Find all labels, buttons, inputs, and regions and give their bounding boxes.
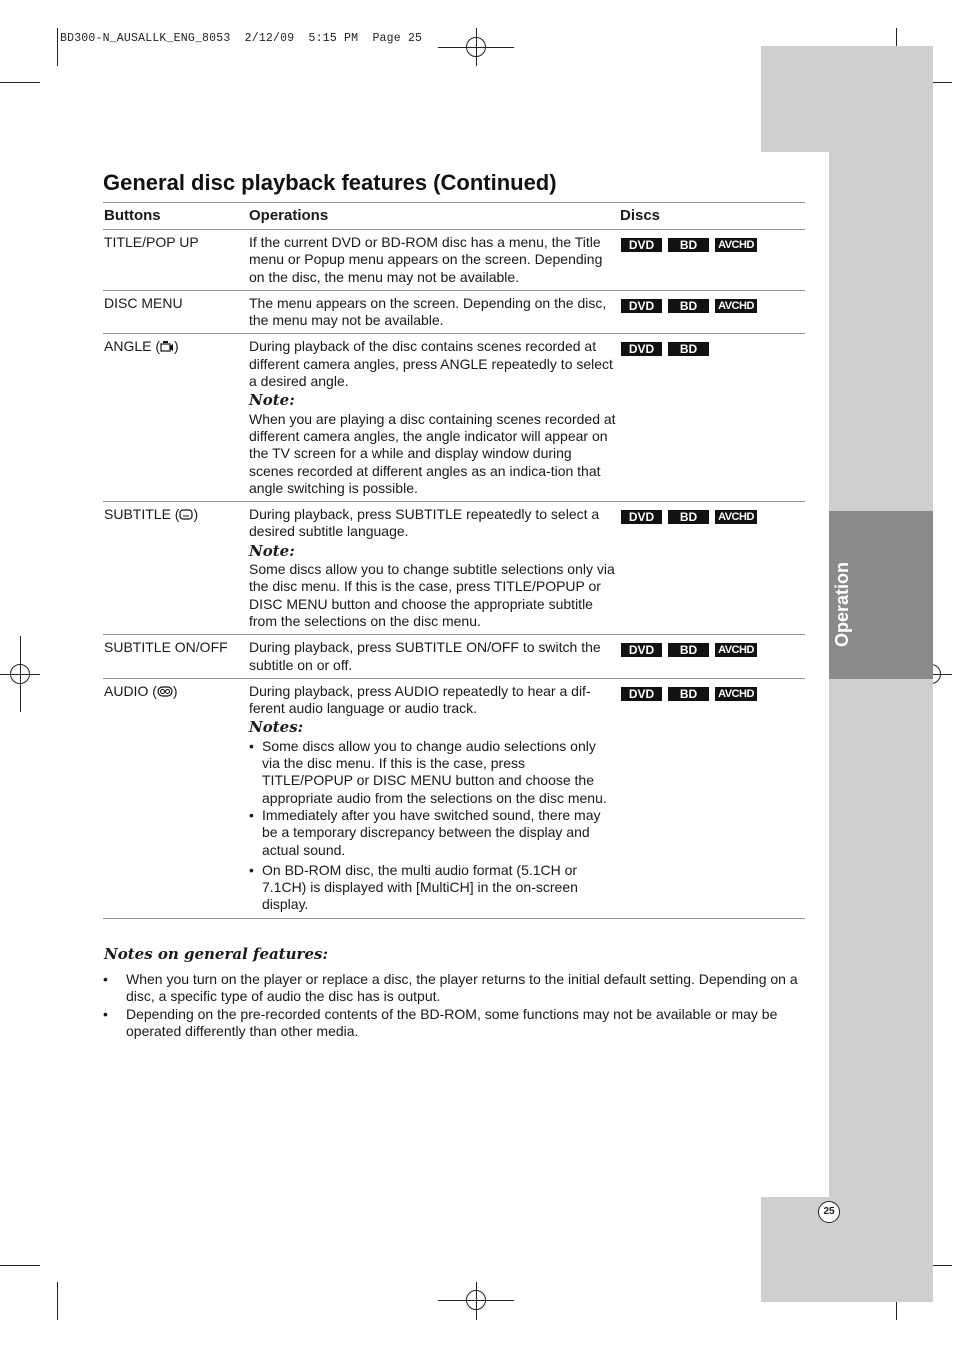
table-row [103,679,805,919]
disc-badges [621,510,763,528]
avchd-badge: AVCHD [715,510,757,524]
col-header-buttons: Buttons [104,207,161,224]
button-label-close: ) [174,338,179,355]
operation-text: During playback, press SUBTITLE ON/OFF to switch the subtitle on or off. [249,639,601,673]
bd-badge: BD [668,299,709,313]
col-header-operations: Operations [249,207,329,224]
bd-badge: BD [668,510,709,524]
operation-text: If the current DVD or BD-ROM disc has a menu, the Title menu or Popup menu appears on the screen. Depending on the disc, the menu may not be available. [249,234,603,285]
avchd-badge: AVCHD [715,238,757,252]
dvd-badge: DVD [621,342,662,356]
button-name [104,338,179,356]
dvd-badge: DVD [621,299,662,313]
table-row [103,334,805,502]
note-heading: Note: [249,391,295,410]
features-table [103,202,805,919]
button-name [104,506,198,524]
operation-text: During playback, press AUDIO repeatedly to hear a dif-ferent audio language or audio track. [249,682,591,717]
operation-text: During playback, press SUBTITLE repeatedly to select a desired subtitle language. [249,506,600,540]
dvd-badge: DVD [621,238,662,252]
note-heading: Note: [249,541,295,560]
disc-badges [621,687,763,705]
button-label-close: ) [172,682,178,699]
subtitle-icon [179,508,193,524]
operation-text: The menu appears on the screen. Depending on the disc, the menu may not be available. [249,294,607,329]
button-name: SUBTITLE ON/OFF [104,639,228,656]
list-item: • On BD-ROM disc, the multi audio format (5.1CH or 7.1CH) is displayed with [MultiCH] in the on-screen display. [249,862,617,914]
col-header-discs: Discs [620,207,661,224]
audio-icon [157,685,173,701]
list-item: • Immediately after you have switched sound, there may be a temporary discrepancy between the display and actual sound. [249,807,617,859]
bd-badge: BD [668,342,709,356]
table-row [103,635,805,679]
table-row [103,230,805,291]
side-tab-top [761,46,933,152]
table-row [103,502,805,635]
avchd-badge: AVCHD [715,643,757,657]
print-header: BD300-N_AUSALLK_ENG_8053 2/12/09 5:15 PM Page 25 [60,32,423,45]
page-number: 25 [818,1201,840,1223]
dvd-badge: DVD [621,510,662,524]
disc-badges [621,299,763,317]
button-label: AUDIO ( [104,682,157,699]
dvd-badge: DVD [621,643,662,657]
page-title: General disc playback features (Continued) [103,170,557,195]
notes-list [249,738,617,914]
button-label: SUBTITLE ( [104,506,180,523]
button-label: ANGLE ( [104,338,161,355]
list-item: • Some discs allow you to change audio selections only via the disc menu. If this is the case, press TITLE/POPUP or DISC MENU button and choose the appropriate audio from the selections on the disc menu. [249,738,617,807]
disc-badges [621,342,715,360]
side-tab-bottom [761,1197,933,1302]
disc-badges [621,643,763,661]
note-text: When you are playing a disc containing scenes recorded at different camera angles, the angle indicator will appear on the TV screen for a while and display window during scenes recorded at different angles as an indica-tion that angle switching is possible. [249,410,616,496]
button-name: TITLE/POP UP [104,234,199,250]
table-row [103,291,805,335]
bd-badge: BD [668,238,709,252]
operation-text: During playback of the disc contains scenes recorded at different camera angles, press ANGLE repeatedly to select a desired angle. [249,338,613,390]
list-item: • Depending on the pre-recorded contents of the BD-ROM, some functions may not be available or may be operated differently than other media. [103,1006,805,1041]
bd-badge: BD [668,687,709,701]
avchd-badge: AVCHD [715,687,757,701]
button-label-close: ) [193,506,199,523]
table-header [103,202,805,230]
dvd-badge: DVD [621,687,662,701]
button-name: DISC MENU [104,294,183,311]
notes-heading: Notes: [249,718,304,737]
button-name [104,683,178,701]
general-notes-heading: Notes on general features: [104,945,328,963]
bd-badge: BD [668,643,709,657]
angle-icon [160,340,174,356]
list-item: • When you turn on the player or replace a disc, the player returns to the initial default setting. Depending on a disc, a specific type of audio the disc has is output. [103,971,805,1006]
general-notes-list [103,971,805,1040]
note-text: Some discs allow you to change subtitle selections only via the disc menu. If this is the case, press TITLE/POPUP or DISC MENU button and choose the appropriate subtitle from the selections on the disc menu. [249,561,615,629]
disc-badges [621,238,763,256]
section-label: Operation [832,561,852,647]
avchd-badge: AVCHD [715,299,757,313]
